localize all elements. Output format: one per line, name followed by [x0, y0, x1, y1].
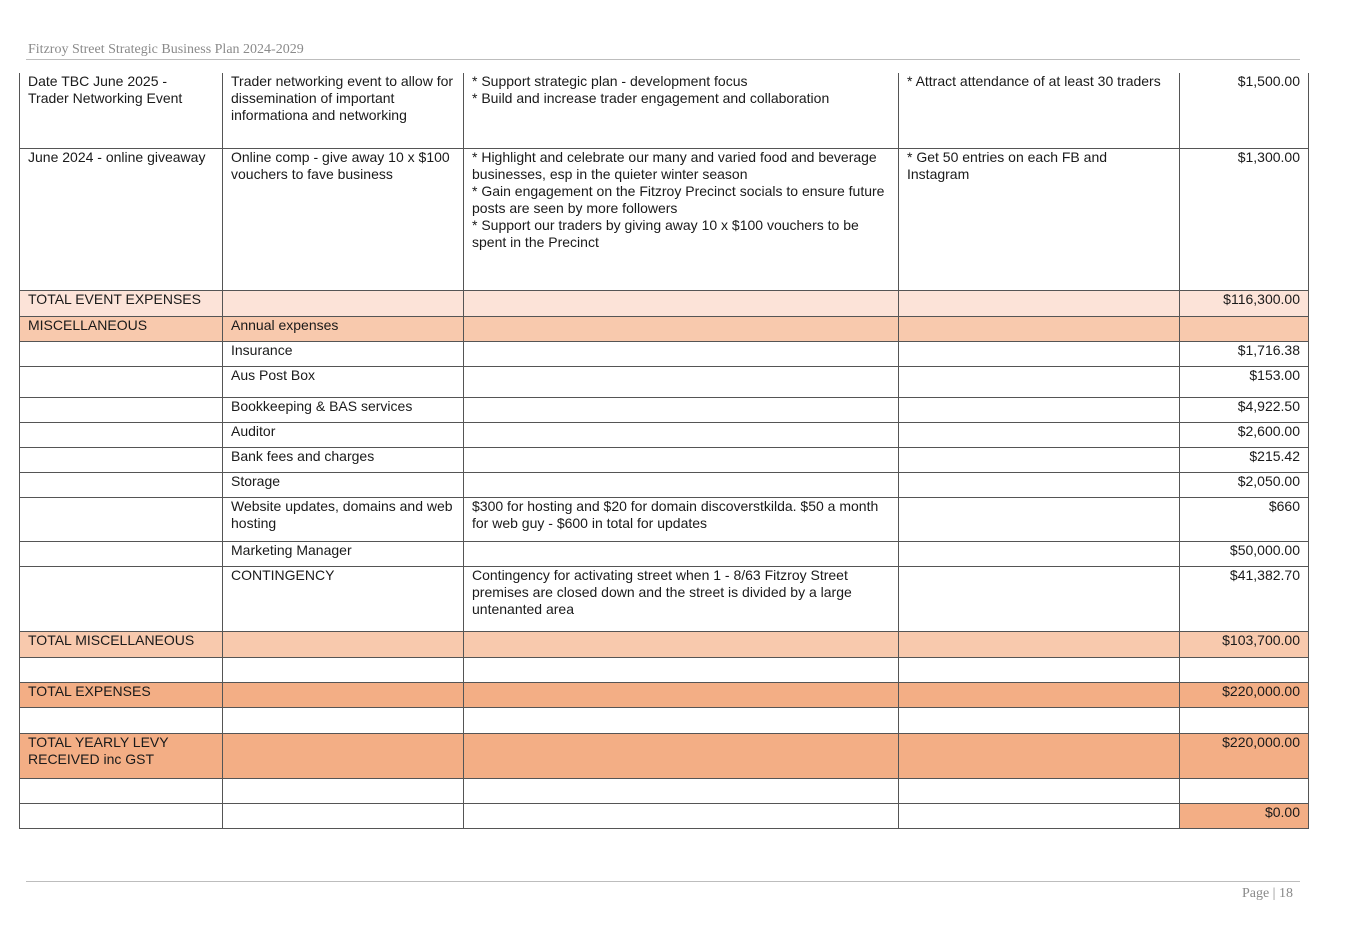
- total-expenses-label: TOTAL EXPENSES: [20, 682, 223, 707]
- event-name: Date TBC June 2025 - Trader Networking Event: [20, 73, 223, 148]
- event-amount: $1,300.00: [1180, 148, 1309, 290]
- misc-item-name: Auditor: [223, 422, 464, 447]
- balance-amount: $0.00: [1180, 803, 1309, 828]
- table-row: [20, 397, 1309, 422]
- misc-item-name: CONTINGENCY: [223, 566, 464, 631]
- misc-item-name: Marketing Manager: [223, 541, 464, 566]
- misc-item-amount: $153.00: [1180, 366, 1309, 397]
- event-objectives: * Highlight and celebrate our many and varied food and beverage businesses, esp in the quieter winter season * Gain engagement on the Fitzroy Precinct socials to ensure future posts are seen by more followers * Support our traders by giving away 10 x $100 vouchers to be spent in the Precinct: [464, 148, 899, 290]
- total-event-label: TOTAL EVENT EXPENSES: [20, 290, 223, 316]
- table-row: [20, 566, 1309, 631]
- event-kpi: * Attract attendance of at least 30 traders: [899, 73, 1180, 148]
- misc-item-amount: $1,716.38: [1180, 341, 1309, 366]
- misc-item-name: Aus Post Box: [223, 366, 464, 397]
- table-row-total-misc: [20, 631, 1309, 657]
- table-row-online-giveaway: [20, 148, 1309, 290]
- total-misc-amount: $103,700.00: [1180, 631, 1309, 657]
- misc-item-name: Insurance: [223, 341, 464, 366]
- total-levy-label: TOTAL YEARLY LEVY RECEIVED inc GST: [20, 733, 223, 778]
- misc-item-name: Website updates, domains and web hosting: [223, 497, 464, 541]
- table-row-total-event-expenses: [20, 290, 1309, 316]
- table-row-spacer: [20, 657, 1309, 682]
- misc-sub-label: Annual expenses: [223, 316, 464, 341]
- table-row: [20, 366, 1309, 397]
- total-misc-label: TOTAL MISCELLANEOUS: [20, 631, 223, 657]
- event-description: Online comp - give away 10 x $100 vouchers to fave business: [223, 148, 464, 290]
- misc-item-note: $300 for hosting and $20 for domain discoverstkilda. $50 a month for web guy - $600 in total for updates: [464, 497, 899, 541]
- page-header-title: Fitzroy Street Strategic Business Plan 2024-2029: [28, 42, 304, 57]
- table-row: [20, 497, 1309, 541]
- misc-item-name: Storage: [223, 472, 464, 497]
- total-levy-amount: $220,000.00: [1180, 733, 1309, 778]
- misc-item-amount: $215.42: [1180, 447, 1309, 472]
- table-row: [20, 447, 1309, 472]
- event-amount: $1,500.00: [1180, 73, 1309, 148]
- total-expenses-amount: $220,000.00: [1180, 682, 1309, 707]
- misc-item-amount: $2,600.00: [1180, 422, 1309, 447]
- misc-item-note: Contingency for activating street when 1 - 8/63 Fitzroy Street premises are closed down and the street is divided by a large untenanted area: [464, 566, 899, 631]
- misc-item-amount: $660: [1180, 497, 1309, 541]
- misc-item-amount: $41,382.70: [1180, 566, 1309, 631]
- misc-item-amount: $2,050.00: [1180, 472, 1309, 497]
- table-row-total-levy: [20, 733, 1309, 778]
- table-row-networking-event: [20, 73, 1309, 148]
- table-row: [20, 341, 1309, 366]
- page-number: Page | 18: [1241, 886, 1293, 901]
- misc-item-name: Bank fees and charges: [223, 447, 464, 472]
- table-row-balance: [20, 803, 1309, 828]
- event-kpi: * Get 50 entries on each FB and Instagram: [899, 148, 1180, 290]
- table-row-spacer: [20, 707, 1309, 733]
- table-row: [20, 472, 1309, 497]
- event-description: Trader networking event to allow for dissemination of important informationa and networking: [223, 73, 464, 148]
- misc-item-name: Bookkeeping & BAS services: [223, 397, 464, 422]
- budget-table: [19, 73, 1309, 829]
- table-row-misc-heading: [20, 316, 1309, 341]
- footer-divider: [26, 881, 1300, 882]
- table-row: [20, 422, 1309, 447]
- misc-item-amount: $50,000.00: [1180, 541, 1309, 566]
- event-objectives: * Support strategic plan - development focus * Build and increase trader engagement and collaboration: [464, 73, 899, 148]
- event-name: June 2024 - online giveaway: [20, 148, 223, 290]
- misc-label: MISCELLANEOUS: [20, 316, 223, 341]
- misc-item-amount: $4,922.50: [1180, 397, 1309, 422]
- table-row: [20, 541, 1309, 566]
- header-divider: [26, 59, 1300, 60]
- total-event-amount: $116,300.00: [1180, 290, 1309, 316]
- table-row-total-expenses: [20, 682, 1309, 707]
- table-row-spacer: [20, 778, 1309, 803]
